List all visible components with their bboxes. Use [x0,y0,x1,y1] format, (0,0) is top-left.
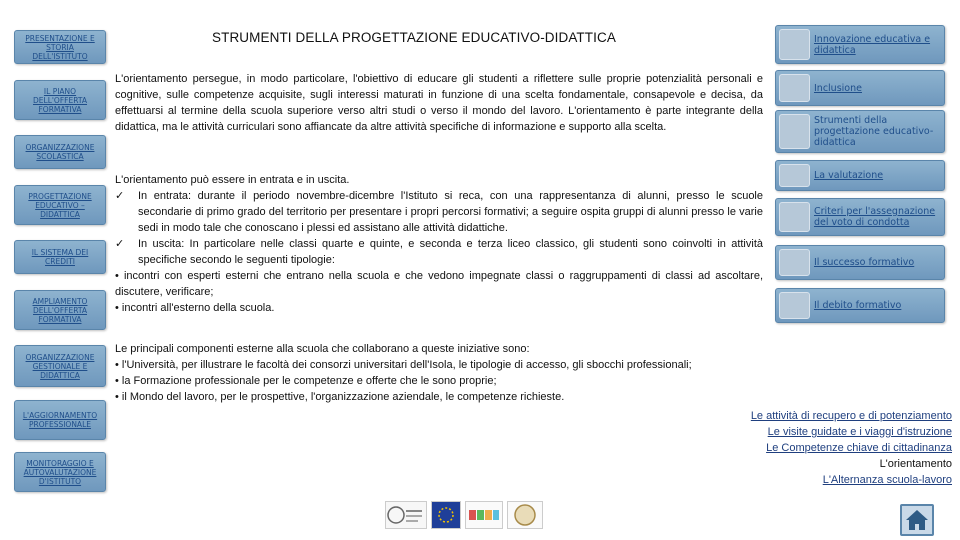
eu-flag-icon [431,501,461,529]
check-item-entrata [115,188,763,236]
link-alternanza[interactable]: L'Alternanza scuola-lavoro [822,474,952,486]
nav-aggiornamento[interactable]: L'AGGIORNAMENTO PROFESSIONALE [14,400,106,440]
school-logo-icon [465,501,503,529]
nav-tile-icon [779,292,810,319]
para3-intro: Le principali componenti esterne alla scuola che collaborano a queste iniziative sono: [115,343,530,355]
nav-label: Criteri per l'assegnazione del voto di condotta [814,206,936,228]
para1-text: L'orientamento persegue, in modo particolare, l'obiettivo di educare gli studenti a riflettere sulle proprie potenzialità personali e cognitive, sulle competenze acquisite, sugli interessi maturati in funzione di una scelta fondamentale, consapevole e decisa, da effettuarsi al termine della scuola superiore verso altri studi o verso il mondo del lavoro. L'orientamento è parte integrante della didattica, ma le attività curriculari sono affiancate da altre attività specifiche di informazione e supporto alla scelta. [115,73,763,133]
link-visite-guidate[interactable]: Le visite guidate e i viaggi d'istruzione [767,426,952,438]
check-uscita-text: In uscita: In particolare nelle classi quarte e quinte, e seconda e terza liceo classico, gli studenti sono coinvolti in attività specifiche secondo le seguenti tipologie: [138,238,763,266]
nav-innovazione[interactable] [775,25,945,64]
ministry-emblem-icon [385,501,427,529]
check-icon: ✓ [115,238,125,250]
bullet-mondo-lavoro: • il Mondo del lavoro, per le prospettive, l'organizzazione aziendale, le competenze richieste. [115,391,565,403]
nav-strumenti-progettazione[interactable] [775,110,945,153]
nav-presentazione[interactable]: PRESENTAZIONE E STORIA DELL'ISTITUTO [14,30,106,64]
nav-piano-offerta[interactable]: IL PIANO DELL'OFFERTA FORMATIVA [14,80,106,120]
nav-tile-icon [779,114,810,149]
nav-label: Il successo formativo [814,257,915,268]
nav-monitoraggio[interactable]: MONITORAGGIO E AUTOVALUTAZIONE D'ISTITUTO [14,452,106,492]
nav-progettazione[interactable]: PROGETTAZIONE EDUCATIVO – DIDATTICA [14,185,106,225]
nav-valutazione[interactable] [775,160,945,191]
nav-organizzazione-scolastica[interactable]: ORGANIZZAZIONE SCOLASTICA [14,135,106,169]
nav-sistema-crediti[interactable]: IL SISTEMA DEI CREDITI [14,240,106,274]
nav-tile-icon [779,29,810,60]
bullet-incontri-esterni: • incontri all'esterno della scuola. [115,302,275,314]
page-title: STRUMENTI DELLA PROGETTAZIONE EDUCATIVO-DIDATTICA [212,30,616,45]
nav-label: Il debito formativo [814,300,902,311]
nav-organizzazione-gestionale[interactable]: ORGANIZZAZIONE GESTIONALE E DIDATTICA [14,345,106,387]
nav-ampliamento[interactable]: AMPLIAMENTO DELL'OFFERTA FORMATIVA [14,290,106,330]
nav-debito-formativo[interactable] [775,288,945,323]
nav-tile-icon [779,202,810,232]
nav-label: Innovazione educativa e didattica [814,33,931,56]
paragraph-componenti-esterne [115,341,763,405]
seal-icon [507,501,543,529]
home-icon [902,506,932,534]
nav-tile-icon [779,74,810,102]
paragraph-orientamento [115,71,763,135]
bullet-universita: • l'Università, per illustrare le facoltà dei consorzi universitari dell'Isola, le tipologie di accesso, gli sbocchi professionali; [115,359,692,371]
nav-tile-icon [779,249,810,276]
nav-inclusione[interactable] [775,70,945,106]
check-item-uscita [115,236,763,268]
bullet-formazione: • la Formazione professionale per le competenze e offerte che le sono proprie; [115,375,497,387]
nav-tile-icon [779,164,810,187]
paragraph-entrata-uscita [115,172,763,316]
check-icon: ✓ [115,190,125,202]
sponsor-logos [385,498,545,532]
para2-intro: L'orientamento può essere in entrata e in uscita. [115,174,350,186]
link-orientamento-current: L'orientamento [879,458,952,470]
nav-label: La valutazione [814,170,884,181]
bullet-incontri-esperti: • incontri con esperti esterni che entrano nella scuola e che vedono impegnate classi o raggruppamenti di classi ad ascoltare, discutere, verificare; [115,270,763,298]
home-button[interactable] [900,504,934,536]
check-entrata-text: In entrata: durante il periodo novembre-dicembre l'Istituto si reca, con una rappresentanza di alunni, presso le scuole secondarie di primo grado del territorio per presentare i propri percorsi formativi; a seguire ospita gruppi di alunni presso le varie sedi in modo tale che conoscano i plessi ed assistano alle attività didattiche. [138,190,763,234]
nav-criteri-condotta[interactable] [775,198,945,236]
nav-label: Strumenti della progettazione educativo-didattica [814,115,934,148]
link-recupero-potenziamento[interactable]: Le attività di recupero e di potenziamento [750,410,952,422]
nav-label: Inclusione [814,82,862,94]
related-links [751,408,952,488]
nav-successo-formativo[interactable] [775,245,945,280]
link-competenze-chiave[interactable]: Le Competenze chiave di cittadinanza [766,442,952,454]
